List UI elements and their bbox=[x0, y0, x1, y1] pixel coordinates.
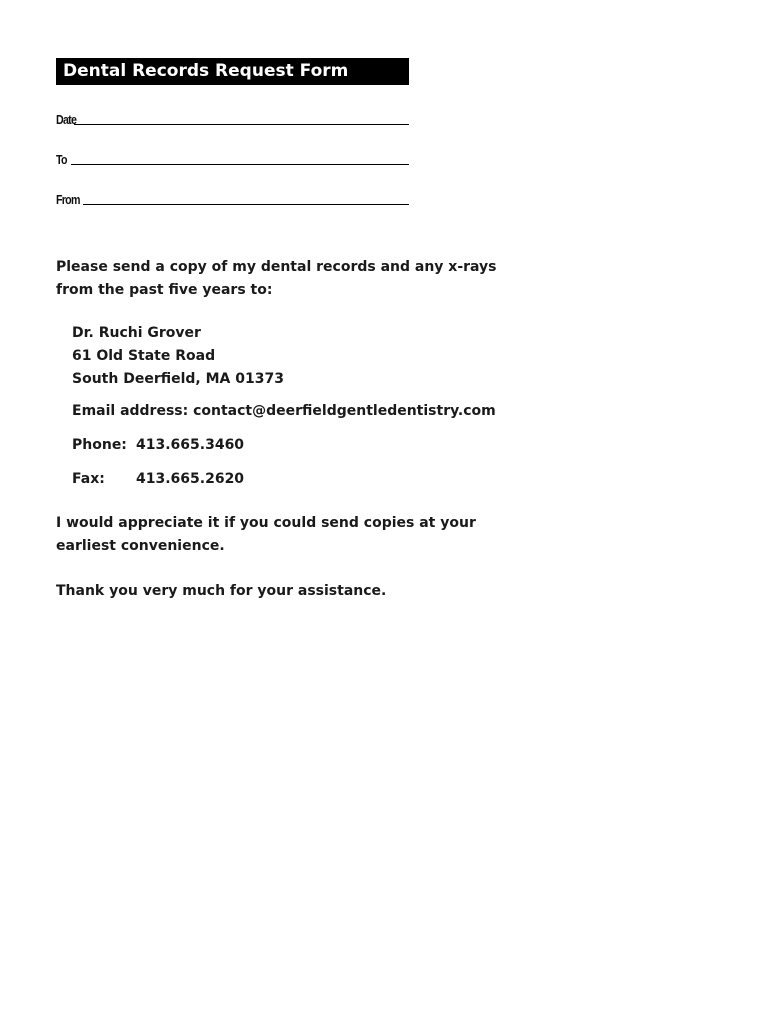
fax-row bbox=[72, 468, 244, 491]
intro-paragraph bbox=[56, 256, 497, 302]
phone-row bbox=[72, 434, 244, 457]
intro-line-1: Please send a copy of my dental records and any x-rays bbox=[56, 259, 497, 275]
date-label: Date bbox=[56, 112, 77, 127]
appreciation-line-1: I would appreciate it if you could send copies at your bbox=[56, 515, 476, 531]
fax-label: Fax: bbox=[72, 471, 105, 487]
email-address: Email address: contact@deerfieldgentledentistry.com bbox=[72, 403, 496, 419]
to-label: To bbox=[56, 152, 67, 167]
recipient-street: 61 Old State Road bbox=[72, 348, 216, 364]
from-blank-line[interactable] bbox=[83, 204, 409, 205]
from-field-row bbox=[56, 187, 409, 207]
from-label: From bbox=[56, 192, 80, 207]
fax-value: 413.665.2620 bbox=[136, 471, 245, 487]
recipient-address bbox=[72, 322, 284, 391]
recipient-city: South Deerfield, MA 01373 bbox=[72, 371, 284, 387]
appreciation-paragraph bbox=[56, 512, 476, 558]
recipient-name: Dr. Ruchi Grover bbox=[72, 325, 201, 341]
phone-label: Phone: bbox=[72, 437, 127, 453]
appreciation-line-2: earliest convenience. bbox=[56, 538, 225, 554]
to-blank-line[interactable] bbox=[71, 164, 409, 165]
form-title: Dental Records Request Form bbox=[56, 58, 409, 85]
thanks-paragraph: Thank you very much for your assistance. bbox=[56, 583, 387, 599]
date-field-row bbox=[56, 107, 409, 127]
to-field-row bbox=[56, 147, 409, 167]
intro-line-2: from the past five years to: bbox=[56, 282, 273, 298]
phone-value: 413.665.3460 bbox=[136, 437, 245, 453]
date-blank-line[interactable] bbox=[74, 124, 409, 125]
